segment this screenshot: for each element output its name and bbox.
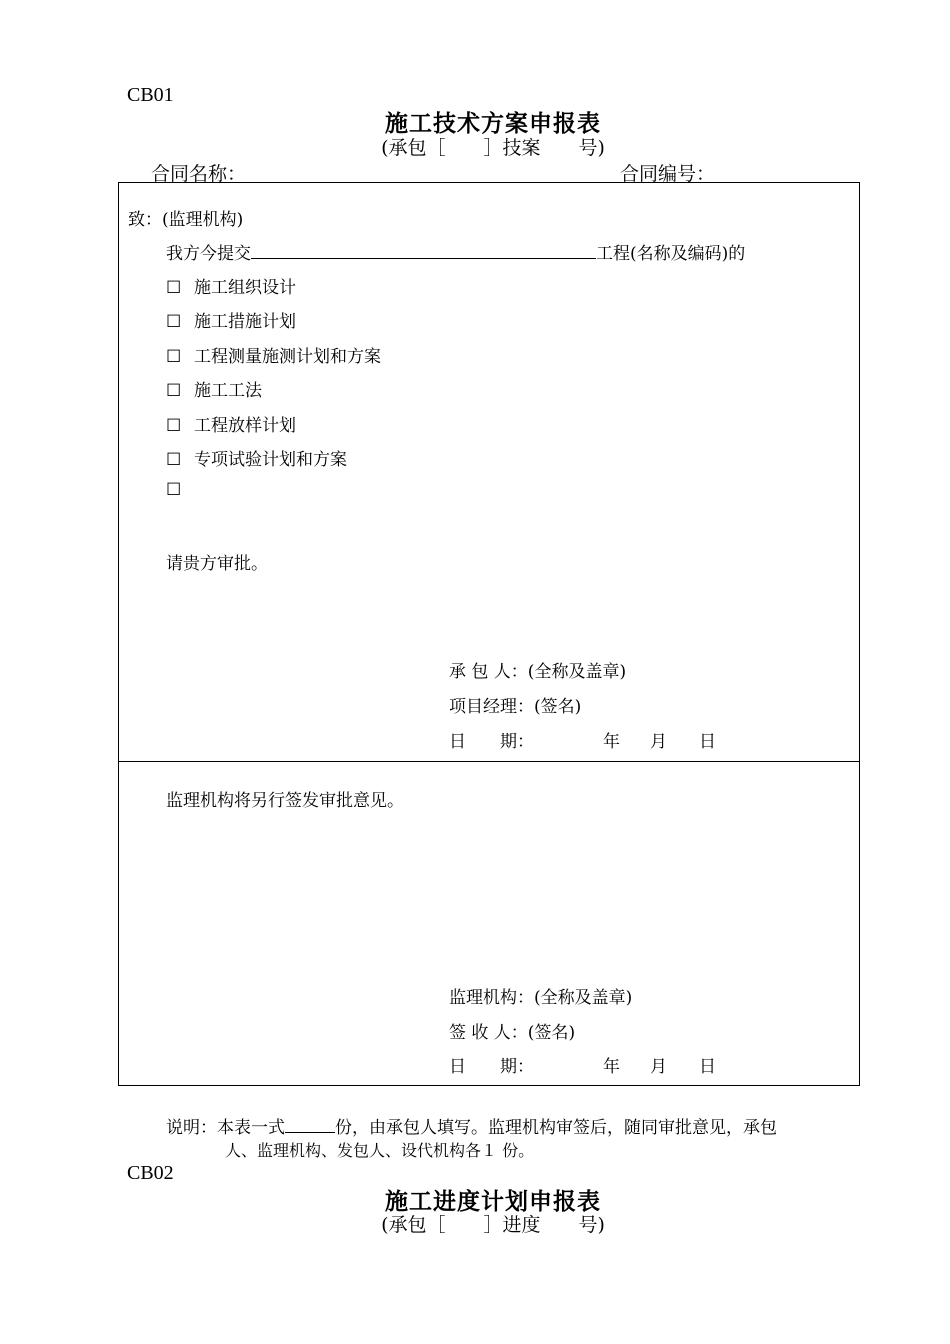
checkbox-icon[interactable]: ☐ (166, 278, 182, 298)
year-label: 年 (603, 732, 620, 752)
copies-blank[interactable] (285, 1115, 335, 1133)
note-prefix: 说明：本表一式 (166, 1118, 285, 1138)
supervisor-note: 监理机构将另行签发审批意见。 (166, 791, 404, 811)
receiver-label: 签 收 人：(签名) (449, 1023, 576, 1043)
option-label: 专项试验计划和方案 (194, 450, 347, 470)
date-label: 日 期： (449, 1057, 534, 1077)
contract-name-label: 合同名称： (151, 163, 247, 185)
project-manager-label: 项目经理：(签名) (449, 697, 582, 717)
submission-section (118, 182, 860, 762)
option-label: 施工组织设计 (194, 278, 296, 298)
year-label: 年 (603, 1057, 620, 1077)
checkbox-icon[interactable]: ☐ (166, 450, 182, 470)
checkbox-icon[interactable]: ☐ (166, 480, 182, 500)
contract-number-label: 合同编号： (620, 163, 716, 185)
option-item[interactable] (166, 307, 296, 332)
note-line-2: 人、监理机构、发包人、设代机构各１ 份。 (225, 1141, 535, 1160)
option-item[interactable] (166, 376, 262, 401)
project-name-blank[interactable] (251, 241, 596, 259)
contractor-label: 承 包 人：(全称及盖章) (449, 662, 627, 682)
form-title: 施工进度计划申报表 (385, 1189, 601, 1215)
submit-line (166, 239, 745, 264)
option-item[interactable] (166, 445, 347, 470)
note-text: 份，由承包人填写。监理机构审签后，随同审批意见，承包 (335, 1118, 777, 1138)
option-label: 工程测量施测计划和方案 (194, 347, 381, 367)
form-code: CB02 (127, 1162, 174, 1184)
request-text: 请贵方审批。 (166, 554, 268, 574)
date-label: 日 期： (449, 732, 534, 752)
day-label: 日 (699, 1057, 716, 1077)
month-label: 月 (650, 1057, 667, 1077)
checkbox-icon[interactable]: ☐ (166, 381, 182, 401)
checkbox-icon[interactable]: ☐ (166, 312, 182, 332)
submit-prefix: 我方今提交 (166, 244, 251, 264)
submit-suffix: 工程(名称及编码)的 (596, 244, 746, 264)
option-label: 施工措施计划 (194, 312, 296, 332)
month-label: 月 (650, 732, 667, 752)
note-line-1 (166, 1113, 777, 1138)
option-item[interactable] (166, 480, 194, 500)
form-subtitle: (承包［ ］技案 号) (381, 137, 605, 159)
option-label: 施工工法 (194, 381, 262, 401)
form-subtitle: (承包［ ］进度 号) (381, 1214, 605, 1236)
form-code: CB01 (127, 84, 174, 106)
day-label: 日 (699, 732, 716, 752)
supervisor-org-label: 监理机构：(全称及盖章) (449, 988, 633, 1008)
to-line: 致：(监理机构) (128, 210, 244, 230)
option-item[interactable] (166, 273, 296, 298)
checkbox-icon[interactable]: ☐ (166, 416, 182, 436)
option-item[interactable] (166, 342, 381, 367)
form-title: 施工技术方案申报表 (385, 111, 601, 137)
option-item[interactable] (166, 411, 296, 436)
supervisor-section (118, 761, 860, 1086)
option-label: 工程放样计划 (194, 416, 296, 436)
checkbox-icon[interactable]: ☐ (166, 347, 182, 367)
